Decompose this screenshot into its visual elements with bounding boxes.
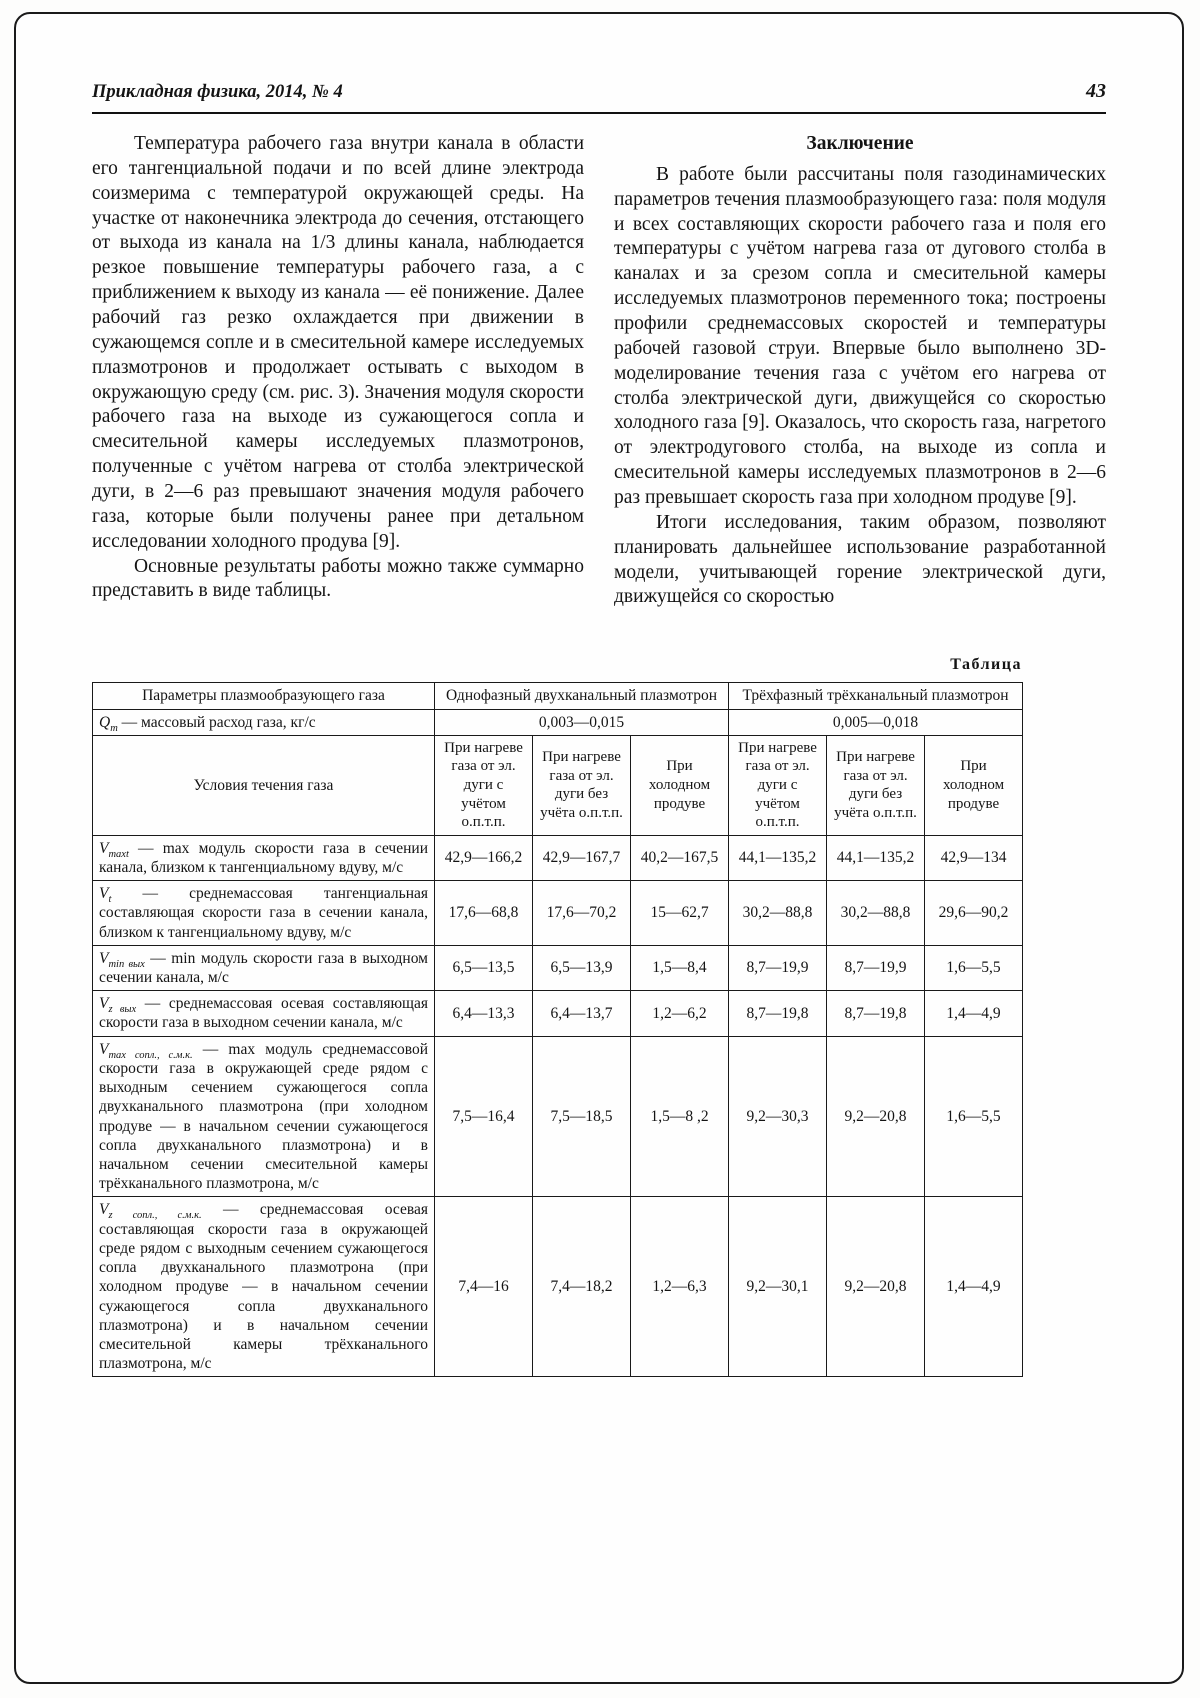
- value-cell: 17,6—68,8: [435, 881, 533, 946]
- value-cell: 6,4—13,7: [533, 991, 631, 1036]
- value-cell: 17,6—70,2: [533, 881, 631, 946]
- section-heading: Заключение: [806, 133, 914, 154]
- value-cell: 1,5—8,4: [631, 945, 729, 990]
- value-cell: 1,6—5,5: [925, 945, 1023, 990]
- value-cell: 44,1—135,2: [827, 835, 925, 880]
- variable-subscript: min вых: [108, 958, 145, 970]
- table-row: [93, 835, 1023, 880]
- variable-subscript: t: [108, 894, 112, 906]
- value-cell: 30,2—88,8: [729, 881, 827, 946]
- value-cell: 6,5—13,9: [533, 945, 631, 990]
- row-label-cell: [93, 991, 435, 1036]
- text-columns: [92, 132, 1106, 610]
- column-header-cell: При нагреве газа от эл. дуги с учётом о.п.т.п.: [435, 735, 533, 835]
- body-paragraph: В работе были рассчитаны поля газодинамических параметров течения плазмообразующего газа: поля модуля и всех составляющих скорости рабочего газа и поля его температуры с учётом нагрева газа от дугового столба в каналах и за срезом сопла и смесительной камеры исследуемых плазмотронов переменного тока; построены профили среднемассовых скоростей и температуры рабочей газовой струи. Впервые было выполнено 3D-моделирование течения газа с учётом его нагрева от столба электрической дуги, движущейся со скоростью холодного газа [9]. Оказалось, что скорость газа, нагретого от электродугового столба, на выходе из сопла и смесительной камеры исследуемых плазмотронов в 2—6 раз превышает скорость газа при холодном продуве [9].: [614, 163, 1106, 509]
- value-cell: 7,4—18,2: [533, 1197, 631, 1377]
- value-cell: 8,7—19,8: [729, 991, 827, 1036]
- value-cell: 1,6—5,5: [925, 1036, 1023, 1197]
- variable-symbol: V: [99, 949, 109, 967]
- value-cell: 1,2—6,2: [631, 991, 729, 1036]
- variable-symbol: V: [99, 839, 109, 857]
- value-cell: 30,2—88,8: [827, 881, 925, 946]
- value-cell: 44,1—135,2: [729, 835, 827, 880]
- value-cell: 1,5—8 ,2: [631, 1036, 729, 1197]
- variable-symbol: V: [99, 995, 109, 1013]
- row-description: — среднемассовая осевая составляющая скорости газа в выходном сечении канала, м/с: [99, 995, 428, 1032]
- value-cell: 7,4—16: [435, 1197, 533, 1377]
- variable-symbol: V: [99, 1040, 109, 1058]
- variable-subscript: z вых: [108, 1004, 137, 1016]
- variable-subscript: maxt: [108, 848, 129, 860]
- row-description: — среднемассовая осевая составляющая скорости газа в окружающей среде рядом с выходным сечением сужающегося сопла двухканального плазмотрона (при холодном продуве — в начальном сечении сужающегося сопла двухканального плазмотрона) и в начальном сечении смесительной камеры трёхканального плазмотрона, м/с: [99, 1201, 428, 1373]
- body-paragraph: Итоги исследования, таким образом, позволяют планировать дальнейшее использование разработанной модели, учитывающей горение электрической дуги, движущейся со скоростью: [614, 511, 1106, 608]
- column-header-cell: При нагреве газа от эл. дуги без учёта о.п.т.п.: [533, 735, 631, 835]
- variable-symbol: Q: [99, 713, 111, 731]
- conditions-header-cell: Условия течения газа: [93, 735, 435, 835]
- params-header-cell: Параметры плазмообразующего газа: [93, 683, 435, 709]
- value-cell: 1,4—4,9: [925, 1197, 1023, 1377]
- value-cell: 6,5—13,5: [435, 945, 533, 990]
- table-row: [93, 881, 1023, 946]
- value-cell: 8,7—19,9: [827, 945, 925, 990]
- results-table: [92, 682, 1023, 1377]
- row-label-cell: [93, 1197, 435, 1377]
- body-paragraph: Основные результаты работы можно также суммарно представить в виде таблицы.: [92, 555, 584, 602]
- table-row: [93, 945, 1023, 990]
- value-cell: 0,005—0,018: [729, 709, 1023, 735]
- variable-symbol: V: [99, 1201, 109, 1219]
- value-cell: 7,5—18,5: [533, 1036, 631, 1197]
- variable-subscript: z сопл., с.м.к.: [108, 1210, 202, 1222]
- value-cell: 9,2—30,3: [729, 1036, 827, 1197]
- column-header-cell: При холодном продуве: [631, 735, 729, 835]
- value-cell: 6,4—13,3: [435, 991, 533, 1036]
- row-description: — min модуль скорости газа в выходном сечении канала, м/с: [99, 949, 428, 987]
- row-label-cell: [93, 835, 435, 880]
- row-description: — массовый расход газа, кг/с: [117, 713, 316, 731]
- value-cell: 9,2—30,1: [729, 1197, 827, 1377]
- flow-rate-row: [93, 709, 1023, 735]
- page-number: 43: [1086, 80, 1106, 102]
- value-cell: 15—62,7: [631, 881, 729, 946]
- row-label-cell: [93, 709, 435, 735]
- value-cell: 42,9—134: [925, 835, 1023, 880]
- value-cell: 42,9—167,7: [533, 835, 631, 880]
- left-column: [92, 132, 584, 610]
- row-description: — max модуль среднемассовой скорости газа в окружающей среде рядом с выходным сечением сужающегося сопла двухканального плазмотрона (при холодном продуве — в начальном сечении сужающегося сопла двухканального плазмотрона) и в начальном сечении смесительной камеры трёхканального плазмотрона, м/с: [99, 1040, 428, 1193]
- row-label-cell: [93, 881, 435, 946]
- value-cell: 1,2—6,3: [631, 1197, 729, 1377]
- row-description: — max модуль скорости газа в сечении канала, близком к тангенциальному вдуву, м/с: [99, 839, 428, 876]
- value-cell: 42,9—166,2: [435, 835, 533, 880]
- page-frame: [14, 12, 1184, 1684]
- row-label-cell: [93, 1036, 435, 1197]
- journal-title: Прикладная физика, 2014, № 4: [92, 82, 343, 102]
- table-row: [93, 1036, 1023, 1197]
- table-row: [93, 991, 1023, 1036]
- right-column: [614, 132, 1106, 610]
- value-cell: 7,5—16,4: [435, 1036, 533, 1197]
- group1-header-cell: Однофазный двухканальный плазмотрон: [435, 683, 729, 709]
- table-label: Таблица: [950, 656, 1022, 674]
- value-cell: 9,2—20,8: [827, 1197, 925, 1377]
- table-row: [93, 1197, 1023, 1377]
- value-cell: 0,003—0,015: [435, 709, 729, 735]
- condition-header-row: [93, 735, 1023, 835]
- group2-header-cell: Трёхфазный трёхканальный плазмотрон: [729, 683, 1023, 709]
- value-cell: 1,4—4,9: [925, 991, 1023, 1036]
- value-cell: 40,2—167,5: [631, 835, 729, 880]
- table-group-header-row: [93, 683, 1023, 709]
- row-description: — среднемассовая тангенциальная составляющая скорости газа в сечении канала, близком к тангенциальному вдуву, м/с: [99, 885, 428, 941]
- value-cell: 29,6—90,2: [925, 881, 1023, 946]
- column-header-cell: При нагреве газа от эл. дуги с учётом о.п.т.п.: [729, 735, 827, 835]
- value-cell: 8,7—19,8: [827, 991, 925, 1036]
- row-label-cell: [93, 945, 435, 990]
- variable-subscript: m: [110, 722, 118, 734]
- column-header-cell: При холодном продуве: [925, 735, 1023, 835]
- running-header: [92, 80, 1106, 114]
- variable-symbol: V: [99, 885, 109, 903]
- value-cell: 8,7—19,9: [729, 945, 827, 990]
- body-paragraph: Температура рабочего газа внутри канала в области его тангенциальной подачи и по всей длине электрода соизмерима с температурой окружающей среды. На участке от наконечника электрода до сечения, отстающего от выхода из канала на 1/3 длины канала, наблюдается резкое повышение температуры рабочего газа, а с приближением к выходу из канала — её понижение. Далее рабочий газ резко охлаждается при движении в сужающемся сопле и в смесительной камере исследуемых плазмотронов и продолжает остывать с выходом в окружающую среду (см. рис. 3). Значения модуля скорости рабочего газа на выходе из сужающегося сопла и смесительной камеры исследуемых плазмотронов, полученные с учётом нагрева от столба электрической дуги, в 2—6 раз превышают значения модуля рабочего газа, которые были получены ранее при детальном исследовании холодного продува [9].: [92, 133, 584, 552]
- value-cell: 9,2—20,8: [827, 1036, 925, 1197]
- column-header-cell: При нагреве газа от эл. дуги без учёта о.п.т.п.: [827, 735, 925, 835]
- variable-subscript: max сопл., с.м.к.: [108, 1049, 193, 1061]
- table-section: [92, 656, 1022, 1377]
